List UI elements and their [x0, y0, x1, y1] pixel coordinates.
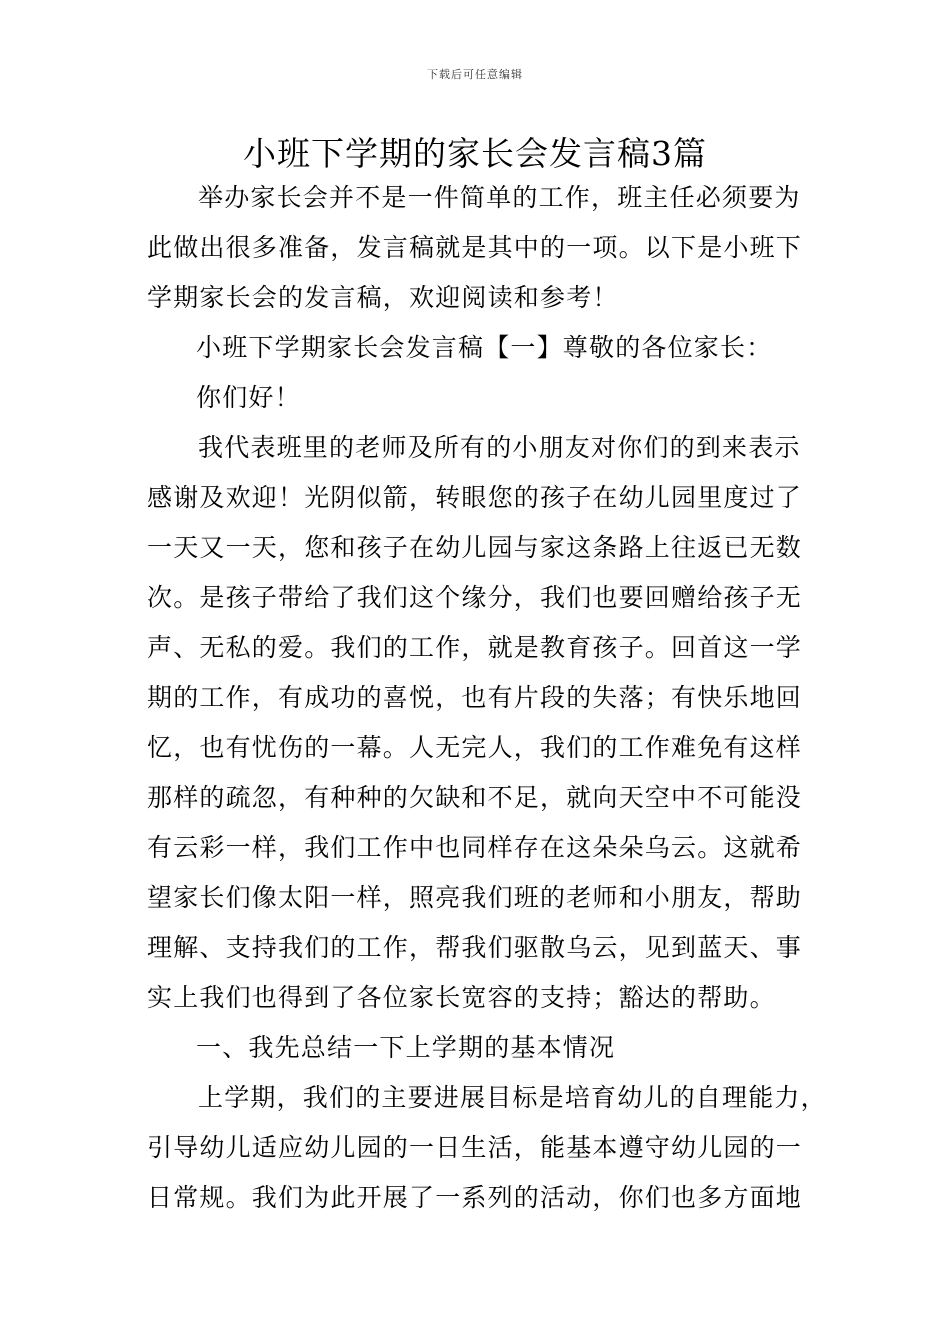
paragraph-line: 忆，也有忧伤的一幕。人无完人，我们的工作难免有这样 [147, 733, 803, 762]
paragraph-line: 有云彩一样，我们工作中也同样存在这朵朵乌云。这就希 [147, 833, 803, 862]
paragraph-line: 引导幼儿适应幼儿园的一日生活，能基本遵守幼儿园的一 [147, 1133, 803, 1162]
paragraph-line: 声、无私的爱。我们的工作，就是教育孩子。回首这一学 [147, 633, 803, 662]
paragraph-line: 感谢及欢迎！光阴似箭，转眼您的孩子在幼儿园里度过了 [147, 483, 803, 512]
paragraph-line: 日常规。我们为此开展了一系列的活动，你们也多方面地 [147, 1183, 803, 1212]
paragraph-line: 理解、支持我们的工作，帮我们驱散乌云，见到蓝天、事 [147, 933, 803, 962]
paragraph-line: 期的工作，有成功的喜悦，也有片段的失落；有快乐地回 [147, 683, 803, 712]
paragraph-line: 学期家长会的发言稿，欢迎阅读和参考！ [147, 283, 619, 312]
paragraph-line: 举办家长会并不是一件简单的工作，班主任必须要为 [198, 183, 801, 212]
paragraph-line: 你们好！ [196, 383, 301, 412]
paragraph-line: 小班下学期家长会发言稿【一】尊敬的各位家长： [196, 333, 773, 362]
paragraph-line: 一天又一天，您和孩子在幼儿园与家这条路上往返已无数 [147, 533, 803, 562]
paragraph-line: 那样的疏忽，有种种的欠缺和不足，就向天空中不可能没 [147, 783, 803, 812]
paragraph-line: 次。是孩子带给了我们这个缘分，我们也要回赠给孩子无 [147, 583, 803, 612]
paragraph-line: 上学期，我们的主要进展目标是培育幼儿的自理能力， [198, 1083, 827, 1112]
paragraph-line: 此做出很多准备，发言稿就是其中的一项。以下是小班下 [147, 233, 803, 262]
header-note: 下载后可任意编辑 [427, 68, 523, 81]
document-title: 小班下学期的家长会发言稿3篇 [243, 134, 707, 173]
paragraph-line: 我代表班里的老师及所有的小朋友对你们的到来表示 [198, 433, 801, 462]
section-heading: 一、我先总结一下上学期的基本情况 [196, 1033, 616, 1062]
paragraph-line: 实上我们也得到了各位家长宽容的支持；豁达的帮助。 [147, 983, 776, 1012]
paragraph-line: 望家长们像太阳一样，照亮我们班的老师和小朋友，帮助 [147, 883, 803, 912]
